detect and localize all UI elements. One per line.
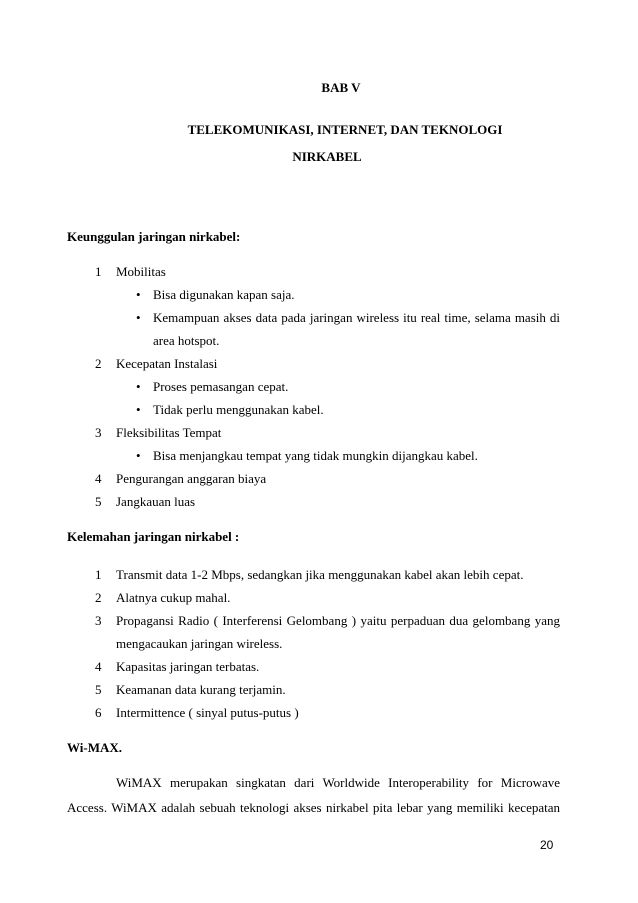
list-item-number: 5 (95, 494, 102, 509)
page-number: 20 (540, 838, 554, 852)
list-item-label: Pengurangan anggaran biaya (116, 471, 267, 486)
bullet-icon: • (136, 310, 141, 325)
list-item-number: 2 (95, 590, 102, 605)
list-item-label: Fleksibilitas Tempat (116, 425, 222, 440)
list-item-number: 2 (95, 356, 102, 371)
bullet-text-continuation: area hotspot. (153, 333, 220, 348)
list-item-number: 3 (95, 425, 102, 440)
list-item-label: Intermittence ( sinyal putus-putus ) (116, 705, 299, 720)
list-item-label: Keamanan data kurang terjamin. (116, 682, 286, 697)
bullet-icon: • (136, 402, 141, 417)
chapter-title-line1: TELEKOMUNIKASI, INTERNET, DAN TEKNOLOGI (187, 122, 503, 137)
list-item-label: Jangkauan luas (116, 494, 196, 509)
list-item-label: Alatnya cukup mahal. (116, 590, 231, 605)
wimax-paragraph-line2: Access. WiMAX adalah sebuah teknologi akses nirkabel pita lebar yang memiliki kecepatan (67, 800, 560, 815)
list-item-label: Transmit data 1-2 Mbps, sedangkan jika menggunakan kabel akan lebih cepat. (116, 567, 524, 582)
bullet-icon: • (136, 448, 141, 463)
chapter-title-line2: NIRKABEL (292, 149, 362, 164)
bullet-icon: • (136, 287, 141, 302)
advantages-heading: Keunggulan jaringan nirkabel: (67, 229, 241, 244)
bullet-text: Bisa menjangkau tempat yang tidak mungkin dijangkau kabel. (153, 448, 478, 463)
disadvantages-heading: Kelemahan jaringan nirkabel : (67, 529, 240, 544)
list-item-label: Kecepatan Instalasi (116, 356, 218, 371)
list-item-number: 1 (95, 264, 102, 279)
list-item-label: Propagansi Radio ( Interferensi Gelombang ) yaitu perpaduan dua gelombang yang (116, 613, 560, 628)
list-item-label: Mobilitas (116, 264, 166, 279)
bullet-text: Bisa digunakan kapan saja. (153, 287, 295, 302)
bullet-text: Kemampuan akses data pada jaringan wireless itu real time, selama masih di (153, 310, 560, 325)
wimax-paragraph-line1: WiMAX merupakan singkatan dari Worldwide Interoperability for Microwave (116, 775, 560, 790)
list-item-number: 1 (95, 567, 102, 582)
bullet-text: Proses pemasangan cepat. (153, 379, 289, 394)
bullet-icon: • (136, 379, 141, 394)
list-item-label: Kapasitas jaringan terbatas. (116, 659, 260, 674)
list-item-number: 5 (95, 682, 102, 697)
list-item-number: 4 (95, 659, 102, 674)
chapter-label: BAB V (321, 80, 361, 95)
list-item-number: 4 (95, 471, 102, 486)
list-item-number: 6 (95, 705, 102, 720)
wimax-heading: Wi-MAX. (67, 740, 123, 755)
bullet-text: Tidak perlu menggunakan kabel. (153, 402, 324, 417)
list-item-continuation: mengacaukan jaringan wireless. (116, 636, 283, 651)
list-item-number: 3 (95, 613, 102, 628)
